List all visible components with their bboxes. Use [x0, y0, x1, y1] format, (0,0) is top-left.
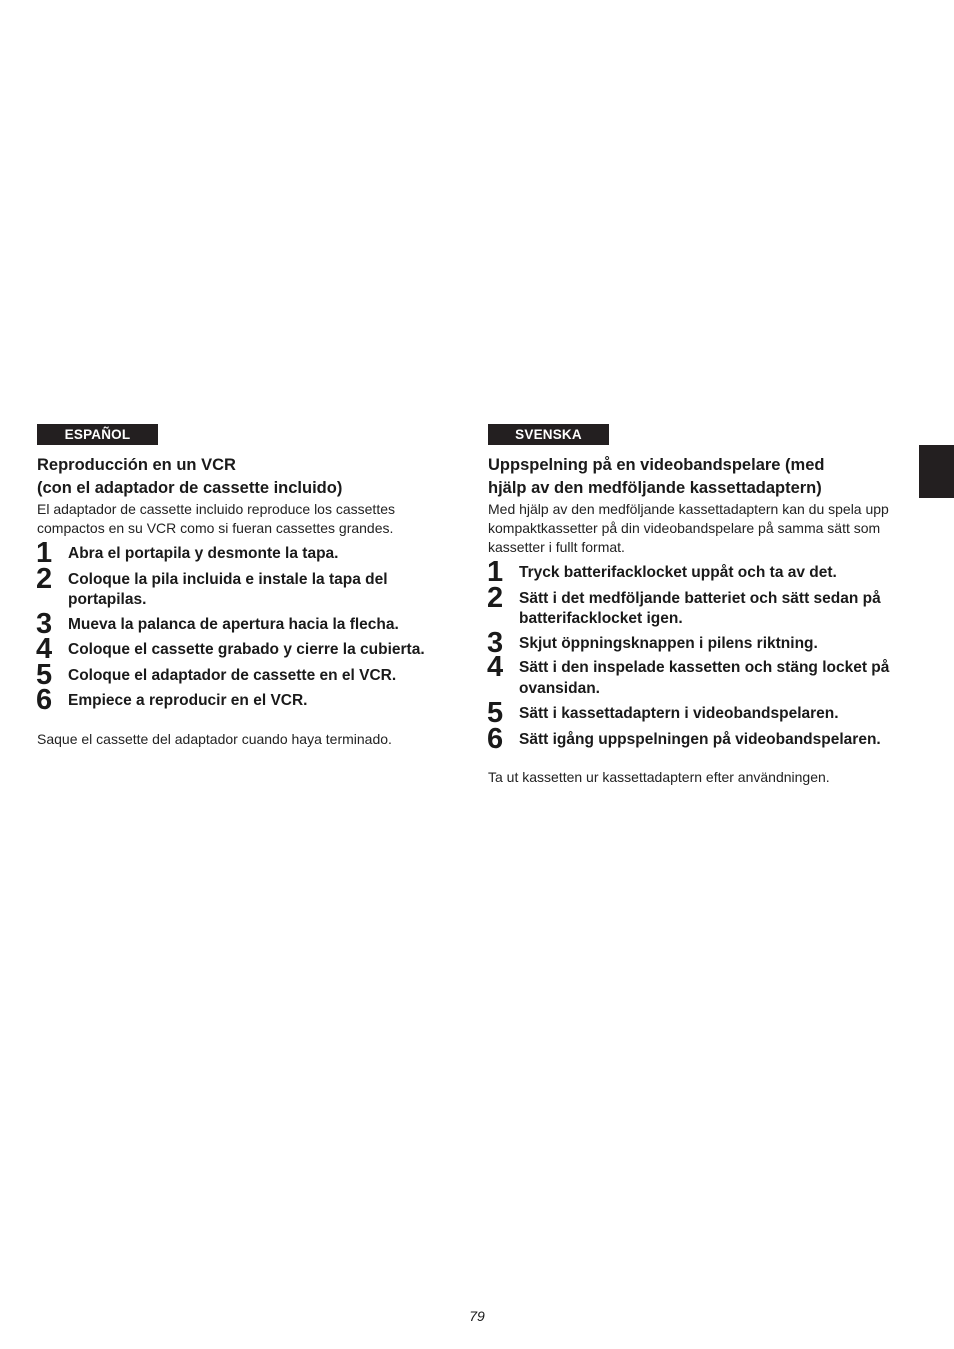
step-text: Sätt igång uppspelningen på videobandspelaren.	[519, 730, 881, 748]
step-item	[36, 562, 437, 611]
language-label-swedish: SVENSKA	[488, 424, 609, 445]
step-text: Sätt i det medföljande batteriet och sätt sedan på batterifacklocket igen.	[519, 589, 881, 627]
step-text: Skjut öppningsknappen i pilens riktning.	[519, 634, 818, 652]
step-text: Coloque la pila incluida e instale la tapa del portapilas.	[68, 570, 388, 608]
language-label-spanish: ESPAÑOL	[37, 424, 158, 445]
page-number: 79	[469, 1308, 485, 1324]
step-number: 5	[487, 697, 504, 729]
heading-line-1: Uppspelning på en videobandspelare (med	[488, 456, 825, 474]
step-number: 1	[487, 556, 504, 588]
intro-paragraph-swedish: Med hjälp av den medföljande kassettadaptern kan du spela upp kompaktkassetter på din videobandspelare på samma sätt som kassetter i fullt format.	[488, 501, 889, 555]
section-heading-spanish	[37, 454, 437, 500]
step-item	[36, 607, 437, 640]
step-item	[487, 697, 908, 729]
step-item	[487, 556, 908, 588]
step-text: Sätt i den inspelade kassetten och stäng locket på ovansidan.	[519, 659, 890, 697]
steps-list-swedish	[487, 556, 908, 755]
step-number: 2	[36, 562, 53, 595]
step-text: Abra el portapila y desmonte la tapa.	[68, 545, 339, 562]
step-text: Mueva la palanca de apertura hacia la flecha.	[68, 615, 399, 633]
step-number: 1	[36, 537, 53, 569]
step-text: Empiece a reproducir en el VCR.	[68, 692, 308, 709]
outro-note-swedish: Ta ut kassetten ur kassettadaptern efter användningen.	[488, 769, 830, 785]
step-item	[487, 626, 908, 659]
heading-line-2: hjälp av den medföljande kassettadaptern)	[488, 479, 822, 497]
step-text: Coloque el adaptador de cassette en el VCR.	[68, 666, 397, 684]
heading-line-2: (con el adaptador de cassette incluido)	[37, 479, 343, 497]
step-number: 6	[36, 684, 53, 716]
step-text: Tryck batterifacklocket uppåt och ta av det.	[519, 564, 837, 581]
step-number: 3	[36, 607, 53, 640]
step-item	[487, 722, 908, 755]
step-item	[487, 581, 908, 630]
step-item	[36, 633, 437, 665]
step-text: Sätt i kassettadaptern i videobandspelaren.	[519, 705, 839, 722]
section-heading-swedish	[488, 454, 908, 500]
step-number: 5	[36, 658, 53, 691]
step-item	[36, 537, 437, 569]
step-text: Coloque el cassette grabado y cierre la cubierta.	[68, 641, 425, 658]
section-edge-tab	[919, 445, 954, 498]
step-number: 2	[487, 581, 504, 614]
outro-note-spanish: Saque el cassette del adaptador cuando haya terminado.	[37, 730, 392, 747]
heading-line-1: Reproducción en un VCR	[37, 456, 236, 474]
step-number: 6	[487, 722, 504, 755]
intro-paragraph-spanish: El adaptador de cassette incluido reproduce los cassettes compactos en su VCR como si fueran cassettes grandes.	[37, 501, 395, 536]
swedish-column	[488, 424, 908, 787]
step-item	[36, 684, 437, 716]
step-number: 4	[36, 633, 53, 665]
step-item	[487, 651, 908, 699]
step-number: 4	[487, 651, 504, 683]
step-item	[36, 658, 437, 691]
steps-list-spanish	[36, 537, 437, 716]
spanish-column	[37, 424, 437, 749]
step-number: 3	[487, 626, 504, 659]
